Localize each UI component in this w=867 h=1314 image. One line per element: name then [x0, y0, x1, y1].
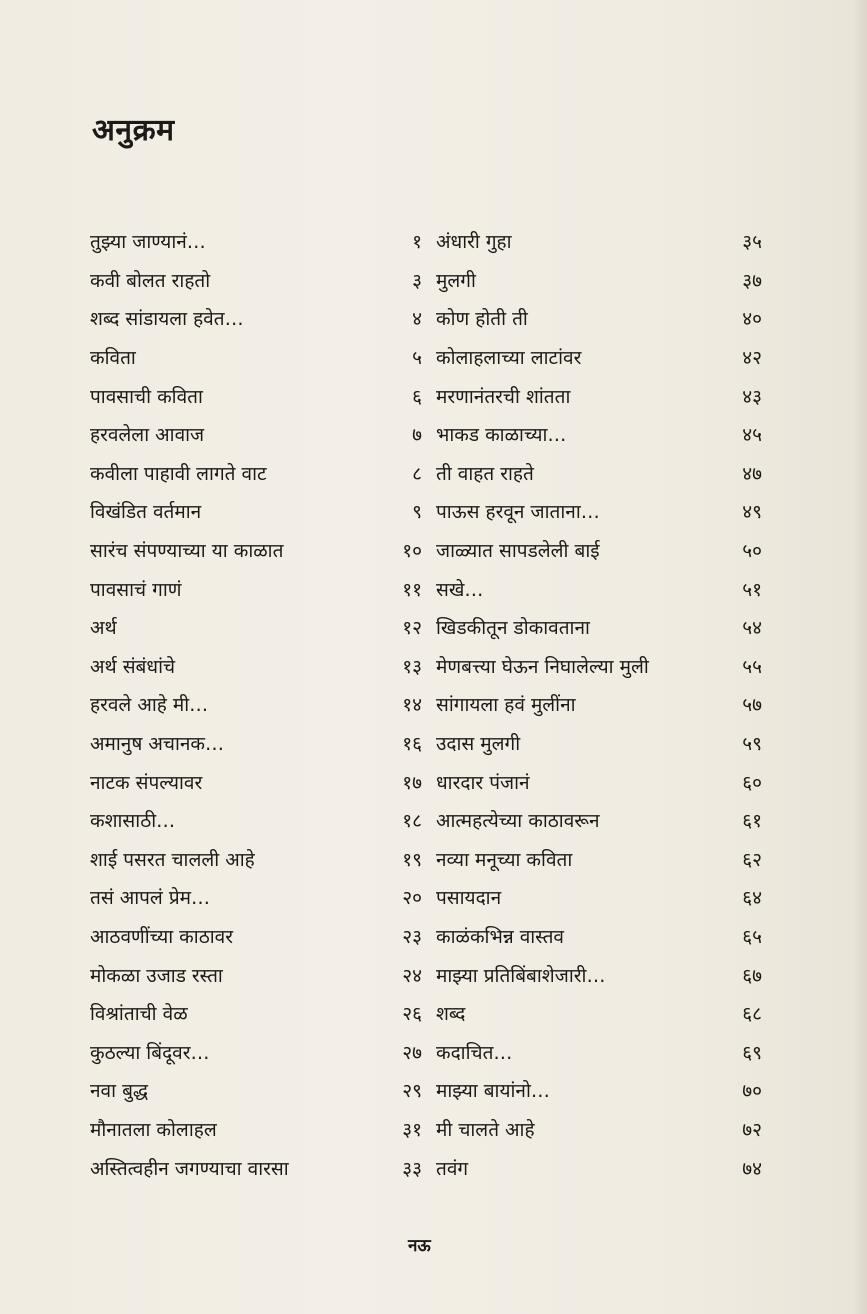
toc-right-page-number: ६२	[742, 848, 762, 871]
toc-right-page-number: ३७	[742, 269, 762, 292]
toc-left-page-number: ६	[412, 385, 422, 408]
toc-left-page-number: १३	[402, 655, 422, 678]
toc-left-title: अमानुष अचानक…	[90, 733, 225, 756]
toc-right-title: कोलाहलाच्या लाटांवर	[436, 347, 582, 370]
page-edge-shadow	[853, 0, 867, 1314]
toc-right-title: धारदार पंजानं	[436, 771, 530, 794]
toc-right-title: माझ्या प्रतिबिंबाशेजारी…	[436, 964, 606, 987]
toc-left-page-number: १४	[402, 694, 422, 717]
toc-left-title: आठवणींच्या काठावर	[90, 925, 233, 948]
toc-left-page-number: ४	[412, 308, 422, 331]
toc-right-title: पाऊस हरवून जाताना…	[436, 501, 600, 524]
toc-row	[90, 1071, 762, 1110]
toc-left-title: कुठल्या बिंदूवर…	[90, 1041, 210, 1064]
toc-right-title: कदाचित…	[436, 1041, 513, 1064]
toc-row	[90, 261, 762, 300]
toc-right-title: माझ्या बायांनो…	[436, 1080, 550, 1103]
toc-left-title: मोकळा उजाड रस्ता	[90, 964, 223, 987]
toc-right-title: सांगायला हवं मुलींना	[436, 694, 576, 717]
toc-left-page-number: ९	[412, 501, 422, 524]
toc-left-page-number: २९	[402, 1080, 422, 1103]
toc-right-title: मरणानंतरची शांतता	[436, 385, 571, 408]
toc-left-page-number: १०	[402, 540, 422, 563]
toc-row	[90, 724, 762, 763]
toc-right-page-number: ६७	[742, 964, 762, 987]
page-number: नऊ	[408, 1236, 431, 1256]
toc-left-title: कवीला पाहावी लागते वाट	[90, 462, 267, 485]
toc-right-page-number: ३५	[742, 231, 762, 254]
toc-left-page-number: २४	[402, 964, 422, 987]
toc-left-title: अर्थ	[90, 617, 117, 640]
toc-right-title: मुलगी	[436, 269, 476, 292]
toc-row	[90, 801, 762, 840]
toc-left-title: विश्रांताची वेळ	[90, 1003, 188, 1026]
toc-right-title: अंधारी गुहा	[436, 231, 512, 254]
toc-right-page-number: ६८	[742, 1003, 762, 1026]
toc-right-page-number: ७०	[742, 1080, 762, 1103]
toc-right-page-number: ४९	[742, 501, 762, 524]
toc-row	[90, 840, 762, 879]
toc-left-title: हरवलेला आवाज	[90, 424, 205, 447]
toc-right-page-number: ५१	[742, 578, 762, 601]
toc-right-title: नव्या मनूच्या कविता	[436, 848, 573, 871]
toc-right-title: काळंकभिन्न वास्तव	[436, 925, 564, 948]
toc-left-page-number: ३१	[402, 1118, 422, 1141]
toc-row	[90, 569, 762, 608]
toc-right-title: मी चालते आहे	[436, 1118, 535, 1141]
toc-left-title: नाटक संपल्यावर	[90, 771, 203, 794]
toc-left-title: कविता	[90, 347, 136, 370]
toc-left-page-number: १९	[402, 848, 422, 871]
toc-right-title: जाळ्यात सापडलेली बाई	[436, 540, 600, 563]
toc-right-title: भाकड काळाच्या…	[436, 424, 567, 447]
toc-right-title: आत्महत्येच्या काठावरून	[436, 810, 600, 833]
toc-left-page-number: १	[412, 231, 422, 254]
toc-left-title: कवी बोलत राहतो	[90, 269, 211, 292]
toc-left-title: शाई पसरत चालली आहे	[90, 848, 255, 871]
toc-right-page-number: ५४	[742, 617, 762, 640]
toc-row	[90, 955, 762, 994]
toc-right-title: उदास मुलगी	[436, 733, 521, 756]
toc-row	[90, 299, 762, 338]
toc-left-page-number: २६	[402, 1003, 422, 1026]
toc-left-page-number: ५	[412, 347, 422, 370]
toc-row	[90, 647, 762, 686]
toc-left-page-number: ३	[412, 269, 422, 292]
toc-left-title: अस्तित्वहीन जगण्याचा वारसा	[90, 1157, 289, 1180]
toc-left-title: पावसाचं गाणं	[90, 578, 182, 601]
toc-left-page-number: ३३	[402, 1157, 422, 1180]
toc-left-title: अर्थ संबंधांचे	[90, 655, 176, 678]
toc-right-title: कोण होती ती	[436, 308, 528, 331]
toc-row	[90, 454, 762, 493]
toc-row	[90, 685, 762, 724]
toc-left-title: तुझ्या जाण्यानं…	[90, 231, 206, 254]
toc-left-page-number: १७	[402, 771, 422, 794]
toc-row	[90, 415, 762, 454]
toc-left-page-number: २३	[402, 925, 422, 948]
toc-left-title: हरवले आहे मी…	[90, 694, 209, 717]
toc-row	[90, 222, 762, 261]
toc-right-page-number: ६४	[742, 887, 762, 910]
toc-left-page-number: १२	[402, 617, 422, 640]
toc-left-page-number: ८	[412, 462, 422, 485]
toc-right-title: मेणबत्त्या घेऊन निघालेल्या मुली	[436, 655, 649, 678]
toc-left-title: विखंडित वर्तमान	[90, 501, 202, 524]
toc-row	[90, 917, 762, 956]
table-of-contents	[90, 222, 762, 1187]
toc-right-title: शब्द	[436, 1003, 466, 1026]
toc-row	[90, 492, 762, 531]
toc-right-page-number: ७२	[742, 1118, 762, 1141]
toc-row	[90, 1032, 762, 1071]
toc-right-page-number: ५९	[742, 733, 762, 756]
toc-right-page-number: ४३	[742, 385, 762, 408]
toc-right-page-number: ७४	[742, 1157, 762, 1180]
toc-right-page-number: ४२	[742, 347, 762, 370]
toc-left-title: तसं आपलं प्रेम…	[90, 887, 211, 910]
toc-right-title: ती वाहत राहते	[436, 462, 534, 485]
page-title: अनुक्रम	[92, 113, 175, 148]
toc-left-title: कशासाठी…	[90, 810, 176, 833]
toc-left-page-number: २०	[402, 887, 422, 910]
toc-row	[90, 1148, 762, 1187]
toc-left-page-number: २७	[402, 1041, 422, 1064]
toc-left-page-number: ७	[412, 424, 422, 447]
toc-right-title: तवंग	[436, 1157, 469, 1180]
toc-row	[90, 531, 762, 570]
toc-right-page-number: ५०	[742, 540, 762, 563]
toc-right-page-number: ४५	[742, 424, 762, 447]
toc-row	[90, 1110, 762, 1149]
toc-left-page-number: १६	[402, 733, 422, 756]
toc-right-page-number: ६१	[742, 810, 762, 833]
toc-right-page-number: ५७	[742, 694, 762, 717]
toc-left-title: पावसाची कविता	[90, 385, 203, 408]
toc-right-page-number: ६९	[742, 1041, 762, 1064]
toc-right-title: पसायदान	[436, 887, 502, 910]
toc-left-title: सारंच संपण्याच्या या काळात	[90, 540, 284, 563]
toc-row	[90, 994, 762, 1033]
toc-left-page-number: १८	[402, 810, 422, 833]
toc-left-title: नवा बुद्ध	[90, 1080, 149, 1103]
toc-right-page-number: ४०	[742, 308, 762, 331]
toc-row	[90, 338, 762, 377]
toc-left-page-number: ११	[402, 578, 422, 601]
toc-row	[90, 762, 762, 801]
toc-right-page-number: ४७	[742, 462, 762, 485]
toc-row	[90, 878, 762, 917]
toc-right-title: सखे…	[436, 578, 484, 601]
toc-left-title: मौनातला कोलाहल	[90, 1118, 217, 1141]
toc-right-page-number: ५५	[742, 655, 762, 678]
toc-left-title: शब्द सांडायला हवेत…	[90, 308, 244, 331]
toc-right-title: खिडकीतून डोकावताना	[436, 617, 590, 640]
toc-row	[90, 608, 762, 647]
toc-right-page-number: ६०	[742, 771, 762, 794]
toc-right-page-number: ६५	[742, 925, 762, 948]
toc-row	[90, 376, 762, 415]
